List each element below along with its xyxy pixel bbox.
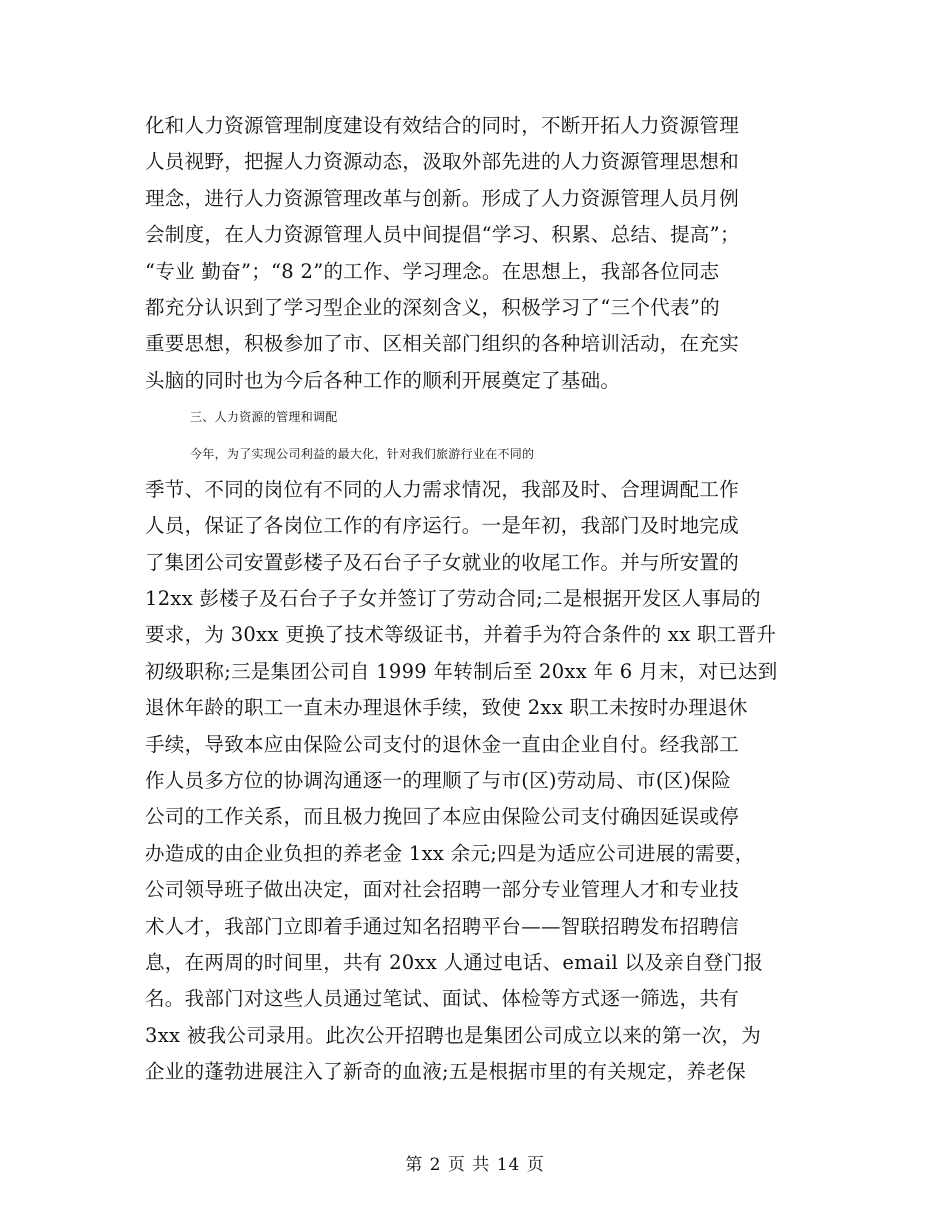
text-line: 公司领导班子做出决定，面对社会招聘一部分专业管理人才和专业技	[145, 878, 740, 902]
text-line: 12xx 彭楼子及石台子子女并签订了劳动合同;二是根据开发区人事局的	[145, 587, 761, 611]
text-line: 人员视野，把握人力资源动态，汲取外部先进的人力资源管理思想和	[145, 150, 740, 174]
text-line: 重要思想，积极参加了市、区相关部门组织的各种培训活动，在充实	[145, 332, 740, 356]
text-line: 理念，进行人力资源管理改革与创新。形成了人力资源管理人员月例	[145, 186, 740, 210]
text-line: 办造成的由企业负担的养老金 1xx 余元;四是为适应公司进展的需要，	[145, 841, 755, 865]
text-line: “专业 勤奋”；“8 2”的工作、学习理念。在思想上，我部各位同志	[145, 259, 720, 283]
text-line: 季节、不同的岗位有不同的人力需求情况，我部及时、合理调配工作	[145, 477, 740, 501]
text-line: 作人员多方位的协调沟通逐一的理顺了与市(区)劳动局、市(区)保险	[145, 769, 732, 793]
text-line: 会制度，在人力资源管理人员中间提倡“学习、积累、总结、提高”；	[145, 223, 740, 247]
text-line: 3xx 被我公司录用。此次公开招聘也是集团公司成立以来的第一次，为	[145, 1023, 761, 1047]
text-line: 企业的蓬勃进展注入了新奇的血液;五是根据市里的有关规定，养老保	[145, 1060, 746, 1084]
text-line: 三、人力资源的管理和调配	[190, 410, 338, 425]
text-line: 化和人力资源管理制度建设有效结合的同时，不断开拓人力资源管理	[145, 114, 740, 137]
page-footer: 第 2 页 共 14 页	[405, 1155, 545, 1175]
text-line: 人员，保证了各岗位工作的有序运行。一是年初，我部门及时地完成	[145, 514, 740, 538]
text-line: 手续，导致本应由保险公司支付的退休金一直由企业自付。经我部工	[145, 732, 740, 756]
text-line: 今年，为了实现公司利益的最大化，针对我们旅游行业在不同的	[190, 446, 535, 461]
text-line: 初级职称;三是集团公司自 1999 年转制后至 20xx 年 6 月末，对已达到	[145, 659, 778, 683]
text-line: 退休年龄的职工一直未办理退休手续，致使 2xx 职工未按时办理退休	[145, 696, 748, 720]
text-line: 公司的工作关系，而且极力挽回了本应由保险公司支付确因延误或停	[145, 805, 740, 829]
text-line: 术人才，我部门立即着手通过知名招聘平台——智联招聘发布招聘信	[145, 914, 740, 938]
document-body	[145, 108, 815, 1091]
text-line: 名。我部门对这些人员通过笔试、面试、体检等方式逐一筛选，共有	[145, 987, 740, 1011]
text-line: 要求，为 30xx 更换了技术等级证书，并着手为符合条件的 xx 职工晋升	[145, 623, 777, 647]
text-line: 头脑的同时也为今后各种工作的顺利开展奠定了基础。	[145, 368, 621, 392]
text-line: 息，在两周的时间里，共有 20xx 人通过电话、email 以及亲自登门报	[145, 950, 764, 974]
text-line: 都充分认识到了学习型企业的深刻含义，积极学习了“三个代表”的	[145, 295, 720, 319]
text-line: 了集团公司安置彭楼子及石台子子女就业的收尾工作。并与所安置的	[145, 550, 740, 574]
